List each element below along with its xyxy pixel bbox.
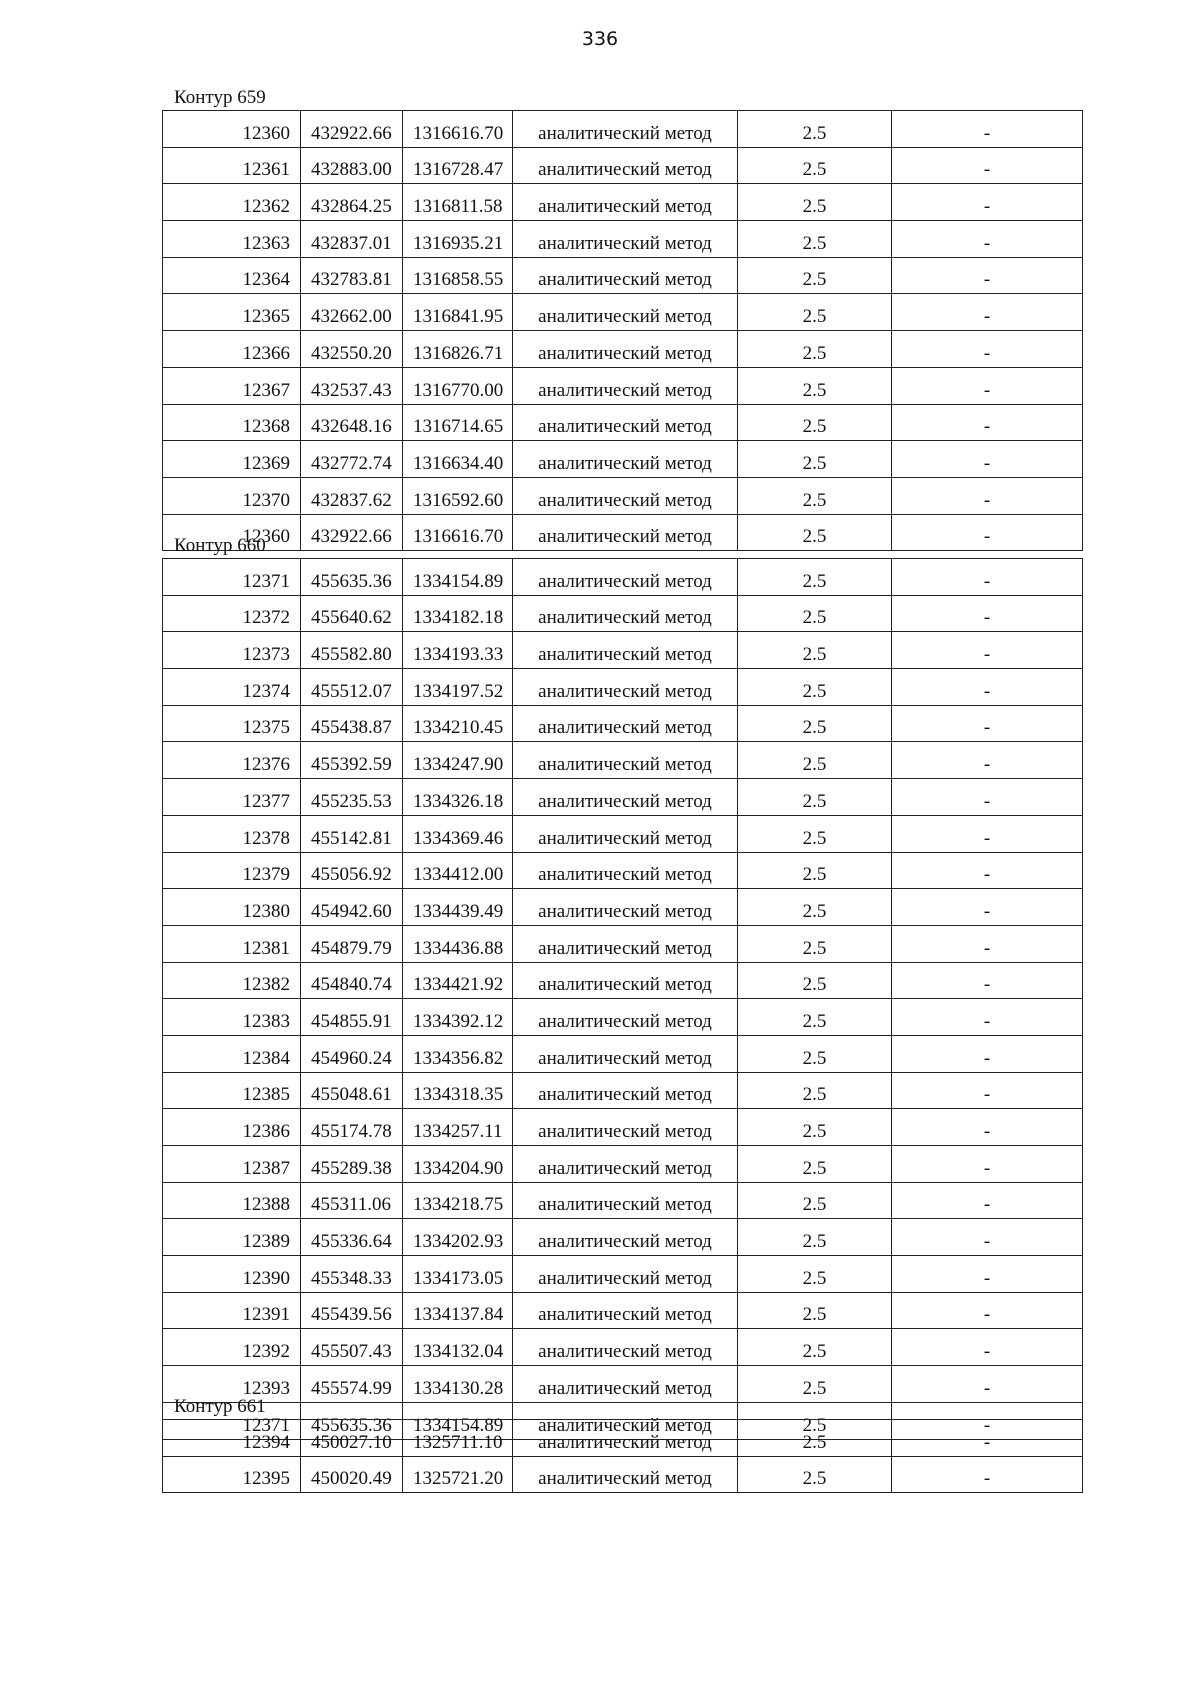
x-coordinate-cell: 432772.74 — [301, 441, 403, 478]
accuracy-cell: 2.5 — [738, 889, 892, 926]
x-coordinate-cell: 432537.43 — [301, 367, 403, 404]
table-row — [163, 1329, 1083, 1366]
point-number-cell: 12384 — [163, 1035, 301, 1072]
table-row — [163, 1292, 1083, 1329]
note-cell: - — [892, 815, 1083, 852]
note-cell: - — [892, 1456, 1083, 1493]
x-coordinate-cell: 455640.62 — [301, 595, 403, 632]
table-row — [163, 632, 1083, 669]
y-coordinate-cell: 1334197.52 — [403, 669, 513, 706]
x-coordinate-cell: 432550.20 — [301, 331, 403, 368]
x-coordinate-cell: 454960.24 — [301, 1035, 403, 1072]
point-number-cell: 12375 — [163, 705, 301, 742]
x-coordinate-cell: 432922.66 — [301, 514, 403, 551]
note-cell: - — [892, 1072, 1083, 1109]
x-coordinate-cell: 455056.92 — [301, 852, 403, 889]
accuracy-cell: 2.5 — [738, 184, 892, 221]
note-cell: - — [892, 925, 1083, 962]
point-number-cell: 12371 — [163, 559, 301, 596]
table-row — [163, 257, 1083, 294]
y-coordinate-cell: 1334392.12 — [403, 999, 513, 1036]
accuracy-cell: 2.5 — [738, 477, 892, 514]
method-cell: аналитический метод — [513, 669, 738, 706]
x-coordinate-cell: 455311.06 — [301, 1182, 403, 1219]
point-number-cell: 12368 — [163, 404, 301, 441]
y-coordinate-cell: 1334154.89 — [403, 559, 513, 596]
method-cell: аналитический метод — [513, 1292, 738, 1329]
y-coordinate-cell: 1334439.49 — [403, 889, 513, 926]
method-cell: аналитический метод — [513, 477, 738, 514]
point-number-cell: 12373 — [163, 632, 301, 669]
x-coordinate-cell: 455574.99 — [301, 1366, 403, 1403]
y-coordinate-cell: 1334210.45 — [403, 705, 513, 742]
x-coordinate-cell: 455235.53 — [301, 779, 403, 816]
note-cell: - — [892, 1256, 1083, 1293]
y-coordinate-cell: 1334130.28 — [403, 1366, 513, 1403]
x-coordinate-cell: 432864.25 — [301, 184, 403, 221]
method-cell: аналитический метод — [513, 367, 738, 404]
point-number-cell: 12386 — [163, 1109, 301, 1146]
x-coordinate-cell: 455438.87 — [301, 705, 403, 742]
y-coordinate-cell: 1334202.93 — [403, 1219, 513, 1256]
x-coordinate-cell: 455142.81 — [301, 815, 403, 852]
contour-label: Контур 661 — [174, 1396, 266, 1417]
accuracy-cell: 2.5 — [738, 705, 892, 742]
method-cell: аналитический метод — [513, 1366, 738, 1403]
note-cell: - — [892, 1109, 1083, 1146]
accuracy-cell: 2.5 — [738, 221, 892, 258]
accuracy-cell: 2.5 — [738, 595, 892, 632]
x-coordinate-cell: 455507.43 — [301, 1329, 403, 1366]
note-cell: - — [892, 441, 1083, 478]
y-coordinate-cell: 1316714.65 — [403, 404, 513, 441]
table-row — [163, 1146, 1083, 1183]
accuracy-cell: 2.5 — [738, 779, 892, 816]
accuracy-cell: 2.5 — [738, 1256, 892, 1293]
table-row — [163, 962, 1083, 999]
y-coordinate-cell: 1334421.92 — [403, 962, 513, 999]
contour-label: Контур 660 — [174, 535, 266, 556]
y-coordinate-cell: 1334173.05 — [403, 1256, 513, 1293]
y-coordinate-cell: 1316935.21 — [403, 221, 513, 258]
method-cell: аналитический метод — [513, 742, 738, 779]
note-cell: - — [892, 705, 1083, 742]
point-number-cell: 12369 — [163, 441, 301, 478]
y-coordinate-cell: 1316728.47 — [403, 147, 513, 184]
accuracy-cell: 2.5 — [738, 1456, 892, 1493]
y-coordinate-cell: 1334247.90 — [403, 742, 513, 779]
y-coordinate-cell: 1325721.20 — [403, 1456, 513, 1493]
table-row — [163, 1035, 1083, 1072]
method-cell: аналитический метод — [513, 184, 738, 221]
note-cell: - — [892, 669, 1083, 706]
y-coordinate-cell: 1334154.89 — [403, 1402, 513, 1439]
accuracy-cell: 2.5 — [738, 367, 892, 404]
point-number-cell: 12365 — [163, 294, 301, 331]
accuracy-cell: 2.5 — [738, 1182, 892, 1219]
y-coordinate-cell: 1316841.95 — [403, 294, 513, 331]
note-cell: - — [892, 184, 1083, 221]
x-coordinate-cell: 432648.16 — [301, 404, 403, 441]
note-cell: - — [892, 1219, 1083, 1256]
x-coordinate-cell: 432837.62 — [301, 477, 403, 514]
coordinates-table — [162, 1419, 1083, 1493]
point-number-cell: 12387 — [163, 1146, 301, 1183]
table-row — [163, 1072, 1083, 1109]
x-coordinate-cell: 455635.36 — [301, 1402, 403, 1439]
point-number-cell: 12377 — [163, 779, 301, 816]
accuracy-cell: 2.5 — [738, 559, 892, 596]
x-coordinate-cell: 454879.79 — [301, 925, 403, 962]
note-cell: - — [892, 477, 1083, 514]
note-cell: - — [892, 1146, 1083, 1183]
table-row — [163, 999, 1083, 1036]
x-coordinate-cell: 455439.56 — [301, 1292, 403, 1329]
contour-section — [162, 533, 1082, 1440]
method-cell: аналитический метод — [513, 331, 738, 368]
y-coordinate-cell: 1334257.11 — [403, 1109, 513, 1146]
table-row — [163, 367, 1083, 404]
table-row — [163, 742, 1083, 779]
note-cell: - — [892, 595, 1083, 632]
table-row — [163, 1456, 1083, 1493]
point-number-cell: 12388 — [163, 1182, 301, 1219]
table-row — [163, 221, 1083, 258]
accuracy-cell: 2.5 — [738, 1072, 892, 1109]
accuracy-cell: 2.5 — [738, 1035, 892, 1072]
y-coordinate-cell: 1316770.00 — [403, 367, 513, 404]
contour-label: Контур 659 — [174, 87, 266, 108]
note-cell: - — [892, 779, 1083, 816]
point-number-cell: 12360 — [163, 111, 301, 148]
note-cell: - — [892, 852, 1083, 889]
y-coordinate-cell: 1334369.46 — [403, 815, 513, 852]
x-coordinate-cell: 454942.60 — [301, 889, 403, 926]
x-coordinate-cell: 450020.49 — [301, 1456, 403, 1493]
x-coordinate-cell: 455512.07 — [301, 669, 403, 706]
x-coordinate-cell: 455348.33 — [301, 1256, 403, 1293]
y-coordinate-cell: 1325711.10 — [403, 1420, 513, 1457]
x-coordinate-cell: 432783.81 — [301, 257, 403, 294]
accuracy-cell: 2.5 — [738, 815, 892, 852]
point-number-cell: 12395 — [163, 1456, 301, 1493]
table-row — [163, 559, 1083, 596]
table-row — [163, 595, 1083, 632]
y-coordinate-cell: 1316811.58 — [403, 184, 513, 221]
point-number-cell: 12378 — [163, 815, 301, 852]
point-number-cell: 12379 — [163, 852, 301, 889]
method-cell: аналитический метод — [513, 1456, 738, 1493]
accuracy-cell: 2.5 — [738, 1219, 892, 1256]
method-cell: аналитический метод — [513, 559, 738, 596]
note-cell: - — [892, 559, 1083, 596]
note-cell: - — [892, 1182, 1083, 1219]
method-cell: аналитический метод — [513, 514, 738, 551]
point-number-cell: 12392 — [163, 1329, 301, 1366]
accuracy-cell: 2.5 — [738, 1402, 892, 1439]
accuracy-cell: 2.5 — [738, 257, 892, 294]
point-number-cell: 12360 — [163, 514, 301, 551]
table-row — [163, 147, 1083, 184]
point-number-cell: 12361 — [163, 147, 301, 184]
point-number-cell: 12362 — [163, 184, 301, 221]
x-coordinate-cell: 432837.01 — [301, 221, 403, 258]
method-cell: аналитический метод — [513, 999, 738, 1036]
contour-section — [162, 85, 1082, 551]
method-cell: аналитический метод — [513, 1109, 738, 1146]
accuracy-cell: 2.5 — [738, 1292, 892, 1329]
page-number: 336 — [581, 28, 619, 50]
table-row — [163, 1256, 1083, 1293]
method-cell: аналитический метод — [513, 1219, 738, 1256]
point-number-cell: 12371 — [163, 1402, 301, 1439]
y-coordinate-cell: 1334326.18 — [403, 779, 513, 816]
accuracy-cell: 2.5 — [738, 1109, 892, 1146]
note-cell: - — [892, 962, 1083, 999]
note-cell: - — [892, 257, 1083, 294]
method-cell: аналитический метод — [513, 1256, 738, 1293]
method-cell: аналитический метод — [513, 779, 738, 816]
accuracy-cell: 2.5 — [738, 1329, 892, 1366]
y-coordinate-cell: 1316616.70 — [403, 514, 513, 551]
x-coordinate-cell: 432922.66 — [301, 111, 403, 148]
table-row — [163, 705, 1083, 742]
method-cell: аналитический метод — [513, 815, 738, 852]
coordinates-table — [162, 558, 1083, 1440]
accuracy-cell: 2.5 — [738, 404, 892, 441]
y-coordinate-cell: 1334204.90 — [403, 1146, 513, 1183]
method-cell: аналитический метод — [513, 404, 738, 441]
x-coordinate-cell: 432662.00 — [301, 294, 403, 331]
accuracy-cell: 2.5 — [738, 111, 892, 148]
y-coordinate-cell: 1316858.55 — [403, 257, 513, 294]
note-cell: - — [892, 1420, 1083, 1457]
y-coordinate-cell: 1316616.70 — [403, 111, 513, 148]
accuracy-cell: 2.5 — [738, 632, 892, 669]
note-cell: - — [892, 514, 1083, 551]
table-row — [163, 779, 1083, 816]
accuracy-cell: 2.5 — [738, 669, 892, 706]
method-cell: аналитический метод — [513, 595, 738, 632]
table-row — [163, 889, 1083, 926]
method-cell: аналитический метод — [513, 221, 738, 258]
x-coordinate-cell: 455336.64 — [301, 1219, 403, 1256]
note-cell: - — [892, 1292, 1083, 1329]
accuracy-cell: 2.5 — [738, 742, 892, 779]
table-row — [163, 925, 1083, 962]
point-number-cell: 12380 — [163, 889, 301, 926]
method-cell: аналитический метод — [513, 294, 738, 331]
method-cell: аналитический метод — [513, 441, 738, 478]
method-cell: аналитический метод — [513, 257, 738, 294]
y-coordinate-cell: 1334436.88 — [403, 925, 513, 962]
note-cell: - — [892, 1035, 1083, 1072]
x-coordinate-cell: 455289.38 — [301, 1146, 403, 1183]
x-coordinate-cell: 432883.00 — [301, 147, 403, 184]
note-cell: - — [892, 294, 1083, 331]
point-number-cell: 12366 — [163, 331, 301, 368]
x-coordinate-cell: 454840.74 — [301, 962, 403, 999]
y-coordinate-cell: 1334318.35 — [403, 1072, 513, 1109]
point-number-cell: 12367 — [163, 367, 301, 404]
note-cell: - — [892, 147, 1083, 184]
contour-section — [162, 1394, 1082, 1493]
table-row — [163, 852, 1083, 889]
method-cell: аналитический метод — [513, 852, 738, 889]
x-coordinate-cell: 450027.10 — [301, 1420, 403, 1457]
note-cell: - — [892, 367, 1083, 404]
y-coordinate-cell: 1334412.00 — [403, 852, 513, 889]
method-cell: аналитический метод — [513, 1072, 738, 1109]
point-number-cell: 12394 — [163, 1420, 301, 1457]
point-number-cell: 12376 — [163, 742, 301, 779]
point-number-cell: 12381 — [163, 925, 301, 962]
point-number-cell: 12363 — [163, 221, 301, 258]
note-cell: - — [892, 889, 1083, 926]
accuracy-cell: 2.5 — [738, 331, 892, 368]
point-number-cell: 12393 — [163, 1366, 301, 1403]
y-coordinate-cell: 1334218.75 — [403, 1182, 513, 1219]
table-row — [163, 404, 1083, 441]
y-coordinate-cell: 1334193.33 — [403, 632, 513, 669]
point-number-cell: 12374 — [163, 669, 301, 706]
note-cell: - — [892, 1329, 1083, 1366]
method-cell: аналитический метод — [513, 962, 738, 999]
table-row — [163, 184, 1083, 221]
accuracy-cell: 2.5 — [738, 852, 892, 889]
method-cell: аналитический метод — [513, 1402, 738, 1439]
y-coordinate-cell: 1334137.84 — [403, 1292, 513, 1329]
point-number-cell: 12383 — [163, 999, 301, 1036]
y-coordinate-cell: 1316826.71 — [403, 331, 513, 368]
table-row — [163, 1109, 1083, 1146]
x-coordinate-cell: 455582.80 — [301, 632, 403, 669]
method-cell: аналитический метод — [513, 705, 738, 742]
x-coordinate-cell: 455635.36 — [301, 559, 403, 596]
table-row — [163, 1219, 1083, 1256]
method-cell: аналитический метод — [513, 111, 738, 148]
accuracy-cell: 2.5 — [738, 147, 892, 184]
point-number-cell: 12370 — [163, 477, 301, 514]
accuracy-cell: 2.5 — [738, 999, 892, 1036]
x-coordinate-cell: 455174.78 — [301, 1109, 403, 1146]
y-coordinate-cell: 1334182.18 — [403, 595, 513, 632]
method-cell: аналитический метод — [513, 1329, 738, 1366]
method-cell: аналитический метод — [513, 1035, 738, 1072]
point-number-cell: 12391 — [163, 1292, 301, 1329]
x-coordinate-cell: 455392.59 — [301, 742, 403, 779]
accuracy-cell: 2.5 — [738, 294, 892, 331]
point-number-cell: 12382 — [163, 962, 301, 999]
y-coordinate-cell: 1316634.40 — [403, 441, 513, 478]
note-cell: - — [892, 999, 1083, 1036]
table-row — [163, 477, 1083, 514]
table-row — [163, 669, 1083, 706]
note-cell: - — [892, 632, 1083, 669]
note-cell: - — [892, 111, 1083, 148]
method-cell: аналитический метод — [513, 147, 738, 184]
accuracy-cell: 2.5 — [738, 514, 892, 551]
method-cell: аналитический метод — [513, 1182, 738, 1219]
method-cell: аналитический метод — [513, 889, 738, 926]
accuracy-cell: 2.5 — [738, 441, 892, 478]
point-number-cell: 12390 — [163, 1256, 301, 1293]
accuracy-cell: 2.5 — [738, 1366, 892, 1403]
y-coordinate-cell: 1334132.04 — [403, 1329, 513, 1366]
accuracy-cell: 2.5 — [738, 962, 892, 999]
table-row — [163, 294, 1083, 331]
x-coordinate-cell: 454855.91 — [301, 999, 403, 1036]
method-cell: аналитический метод — [513, 1146, 738, 1183]
point-number-cell: 12385 — [163, 1072, 301, 1109]
method-cell: аналитический метод — [513, 1420, 738, 1457]
note-cell: - — [892, 404, 1083, 441]
note-cell: - — [892, 742, 1083, 779]
table-row — [163, 441, 1083, 478]
method-cell: аналитический метод — [513, 925, 738, 962]
table-row — [163, 815, 1083, 852]
point-number-cell: 12372 — [163, 595, 301, 632]
method-cell: аналитический метод — [513, 632, 738, 669]
note-cell: - — [892, 331, 1083, 368]
table-row — [163, 1420, 1083, 1457]
note-cell: - — [892, 1366, 1083, 1403]
point-number-cell: 12389 — [163, 1219, 301, 1256]
accuracy-cell: 2.5 — [738, 925, 892, 962]
x-coordinate-cell: 455048.61 — [301, 1072, 403, 1109]
table-row — [163, 1182, 1083, 1219]
accuracy-cell: 2.5 — [738, 1146, 892, 1183]
point-number-cell: 12364 — [163, 257, 301, 294]
coordinates-table — [162, 110, 1083, 551]
note-cell: - — [892, 1402, 1083, 1439]
accuracy-cell: 2.5 — [738, 1420, 892, 1457]
y-coordinate-cell: 1316592.60 — [403, 477, 513, 514]
table-row — [163, 111, 1083, 148]
note-cell: - — [892, 221, 1083, 258]
table-row — [163, 331, 1083, 368]
y-coordinate-cell: 1334356.82 — [403, 1035, 513, 1072]
